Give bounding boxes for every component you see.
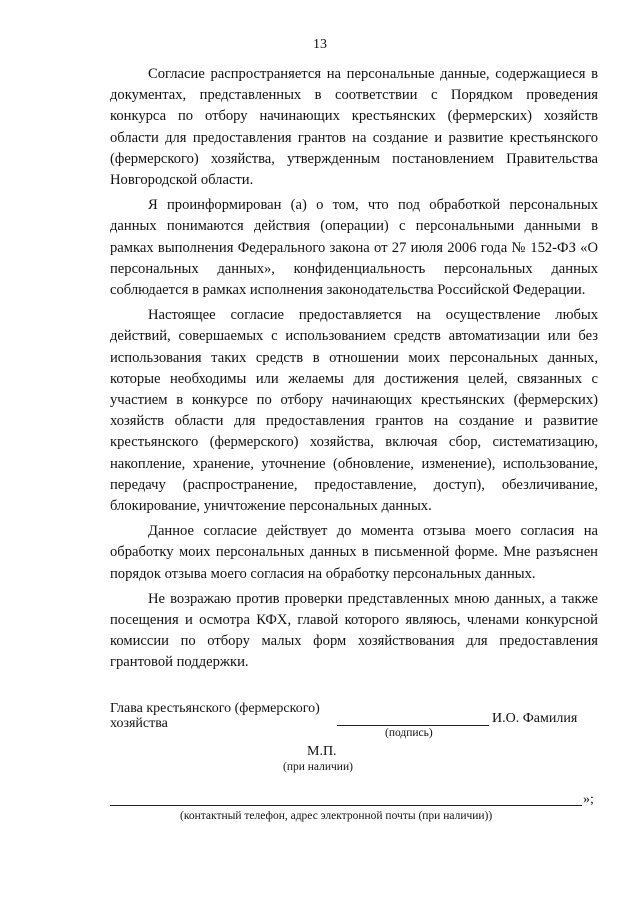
document-body [110,64,598,678]
contact-line-end: »; [583,792,594,807]
signatory-role-line1: Глава крестьянского (фермерского) [110,701,320,716]
contact-caption: (контактный телефон, адрес электронной почты (при наличии)) [180,810,493,822]
paragraph-verification: Не возражаю против проверки представленных мною данных, а также посещения и осмотра КФХ, главой которого являюсь, членами конкурсной комиссии по отбору малых форм хозяйствования для предоставления грантовой поддержки. [110,590,598,671]
paragraph-consent-scope: Согласие распространяется на персональные данные, содержащиеся в документах, представленных в соответствии с Порядком проведения конкурса по отбору начинающих крестьянских (фермерских) хозяйств области для предоставления грантов на создание и развитие крестьянского (фермерского) хозяйства, утвержденным постановлением Правительства Новгородской области. [110,66,598,189]
stamp-label: М.П. [307,744,337,759]
stamp-note: (при наличии) [283,761,353,773]
signatory-role [110,701,320,731]
paragraph-consent-validity: Данное согласие действует до момента отзыва моего согласия на обработку моих персональных данных в письменной форме. Мне разъяснен порядок отзыва моего согласия на обработку персональных данных. [110,523,598,582]
signatory-name: И.О. Фамилия [492,711,578,726]
paragraph-consent-actions: Настоящее согласие предоставляется на осуществление любых действий, совершаемых с использованием средств автоматизации или без использования таких средств в отношении моих персональных данных, которые необходимы или желаемы для достижения целей, связанных с участием в конкурсе по отбору начинающих крестьянских (фермерских) хозяйств области для предоставления грантов на создание и развитие крестьянского (фермерского) хозяйства, включая сбор, систематизацию, накопление, хранение, уточнение (обновление, изменение), использование, передачу (распространение, предоставление, доступ), обезличивание, блокирование, уничтожение персональных данных. [110,307,598,515]
signatory-role-line2: хозяйства [110,716,168,731]
contact-line [110,805,582,806]
page-number: 13 [313,37,327,52]
paragraph-informed: Я проинформирован (а) о том, что под обработкой персональных данных понимаются действия (операции) с персональными данными в рамках выполнения Федерального закона от 27 июля 2006 года № 152-ФЗ «О персональных данных», конфиденциальность персональных данных соблюдается в рамках исполнения законодательства Российской Федерации. [110,197,598,299]
signature-line [337,725,489,726]
signature-caption: (подпись) [385,727,433,739]
